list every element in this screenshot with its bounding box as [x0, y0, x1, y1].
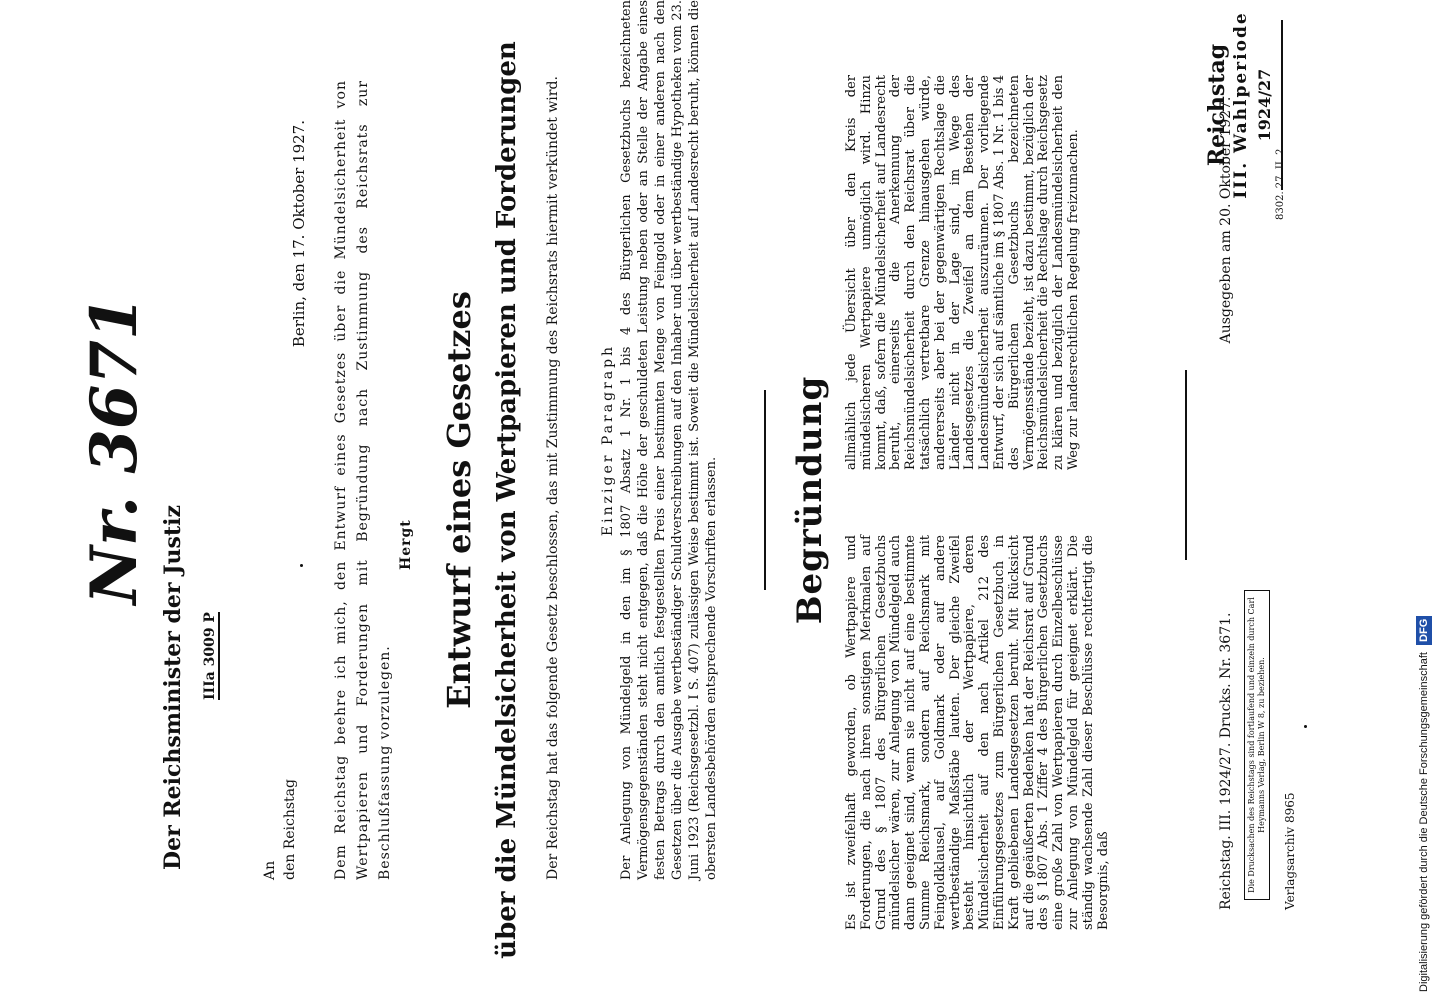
header-body: Reichstag: [1204, 43, 1230, 167]
scan-speck: [1304, 725, 1307, 728]
credit-text: Digitalisierung gefördert durch die Deutsche Forschungsgemeinschaft: [1418, 652, 1430, 992]
issue-date: Ausgegeben am 20. Oktober 1927.: [1218, 96, 1234, 344]
footer-reference: Reichstag. III. 1924/27. Drucks. Nr. 3671.: [1218, 612, 1234, 910]
address-line-2: den Reichstag: [282, 779, 298, 880]
header-years: 1924/27: [1255, 68, 1274, 142]
distribution-notice: Die Drucksachen des Reichstags sind fortlaufend und einzeln durch Carl Heymanns Verlag, Berlin W 8, zu beziehen.: [1244, 590, 1270, 900]
begruendung-right-column: allmählich jede Übersicht über den Kreis der mündelsicheren Wertpapiere unmöglich wird. Hinzu kommt, daß, sofern die Mündelsicherheit auf Landesrecht beruht, einerseits die Anerkennung der Reichsmündelsicherheit durch den Reichsrat über die tatsächlich vertretbare Grenze hinausgehen würde, andererseits aber bei der gegenwärtigen Rechtslage die Länder nicht in der Lage sind, im Wege des Landesgesetzes die Zweifel an dem Bestehen der Landesmündelsicherheit auszuräumen. Der vorliegende Entwurf, der sich auf sämtliche im § 1807 Abs. 1 Nr. 1 bis 4 des Bürgerlichen Gesetzbuchs bezeichneten Vermögensstände bezieht, ist dazu bestimmt, bezüglich der Reichsmündelsicherheit die Rechtslage durch Reichsgesetz zu klären und bezüglich der Landesmündelsicherheit den Weg zur landesrechtlichen Regelung freizumachen.: [844, 75, 1081, 470]
header-term: III. Wahlperiode: [1231, 11, 1251, 199]
dfg-logo: DFG: [1416, 616, 1432, 645]
document-number: Nr. 3671: [77, 295, 152, 605]
cover-letter-text: Dem Reichstag beehre ich mich, den Entwurf eines Gesetzes über die Mündelsicherheit von Wertpapieren und Forderungen mit Begründung nach Zustimmung des Reichsrats zur Beschlußfassung vorzulegen.: [333, 80, 393, 880]
address-line-1: An: [262, 860, 278, 880]
sender-title: Der Reichsminister der Justiz: [160, 505, 186, 870]
print-code: 8302. 27. II. 2.: [1275, 145, 1286, 220]
date-line: Berlin, den 17. Oktober 1927.: [290, 120, 308, 348]
reichstag-header: [1205, 0, 1283, 210]
begruendung-left-column: Es ist zweifelhaft geworden, ob Wertpapiere und Forderungen, die nach ihren sonstigen Merkmalen auf Grund des § 1807 des Bürgerlichen Gesetzbuchs mündelsicher wären, zur Anlegung von Mündelgeld auch dann geeignet sind, wenn sie nicht auf eine bestimmte Summe Reichsmark, sondern auf Reichsmark mit Feingoldklausel, auf Goldmark oder auf andere wertbeständige Maßstäbe lauten. Der gleiche Zweifel besteht hinsichtlich der Wertpapiere, deren Mündelsicherheit auf den nach Artikel 212 des Einführungsgesetzes zum Bürgerlichen Gesetzbuch in Kraft gebliebenen Landesgesetzen beruht. Mit Rücksicht auf die geäußerten Bedenken hat der Reichsrat auf Grund des § 1807 Abs. 1 Ziffer 4 des Bürgerlichen Gesetzbuchs eine große Zahl von Wertpapieren durch Einzelbeschlüsse zur Anlegung von Mündelgeld für geeignet erklärt. Die ständig wachsende Zahl dieser Beschlüsse rechtfertigt die Besorgnis, daß: [844, 535, 1111, 930]
closing-rule: [1185, 370, 1187, 560]
publisher-archive: Verlagsarchiv 8965: [1283, 792, 1297, 910]
file-reference: IIIa 3009 P: [202, 612, 218, 700]
enactment-clause: Der Reichstag hat das folgende Gesetz beschlossen, das mit Zustimmung des Reichsrats hiermit verkündet wird.: [545, 76, 561, 880]
begruendung-title: Begründung: [790, 375, 830, 625]
separator-rule: [764, 390, 766, 590]
draft-title: Entwurf eines Gesetzes: [440, 291, 478, 709]
scan-speck: [300, 564, 303, 567]
section-heading: Einziger Paragraph: [600, 343, 616, 537]
draft-subtitle: über die Mündelsicherheit von Wertpapieren und Forderungen: [492, 41, 522, 959]
section-text: Der Anlegung von Mündelgeld in den im § 1807 Absatz 1 Nr. 1 bis 4 des Bürgerlichen Gesetzbuchs bezeichneten Vermögensgegenständen steht nicht entgegen, daß die Höhe der geschuldeten Leistung neben oder an Stelle der Angabe eines festen Betrags durch den amtlich festgestellten Preis einer bestimmten Menge von Feingold oder in einer anderen nach den Gesetzen über die Ausgabe wertbeständiger Schuldverschreibungen auf den Inhaber und über wertbeständige Hypotheken vom 23. Juni 1923 (Reichsgesetzbl. I S. 407) zulässigen Weise bestimmt ist. Soweit die Mündelsicherheit auf Landesrecht beruht, können die obersten Landesbehörden entsprechende Vorschriften erlassen.: [619, 0, 719, 880]
signature: Hergt: [398, 519, 414, 570]
digitization-credit: [1414, 0, 1434, 992]
